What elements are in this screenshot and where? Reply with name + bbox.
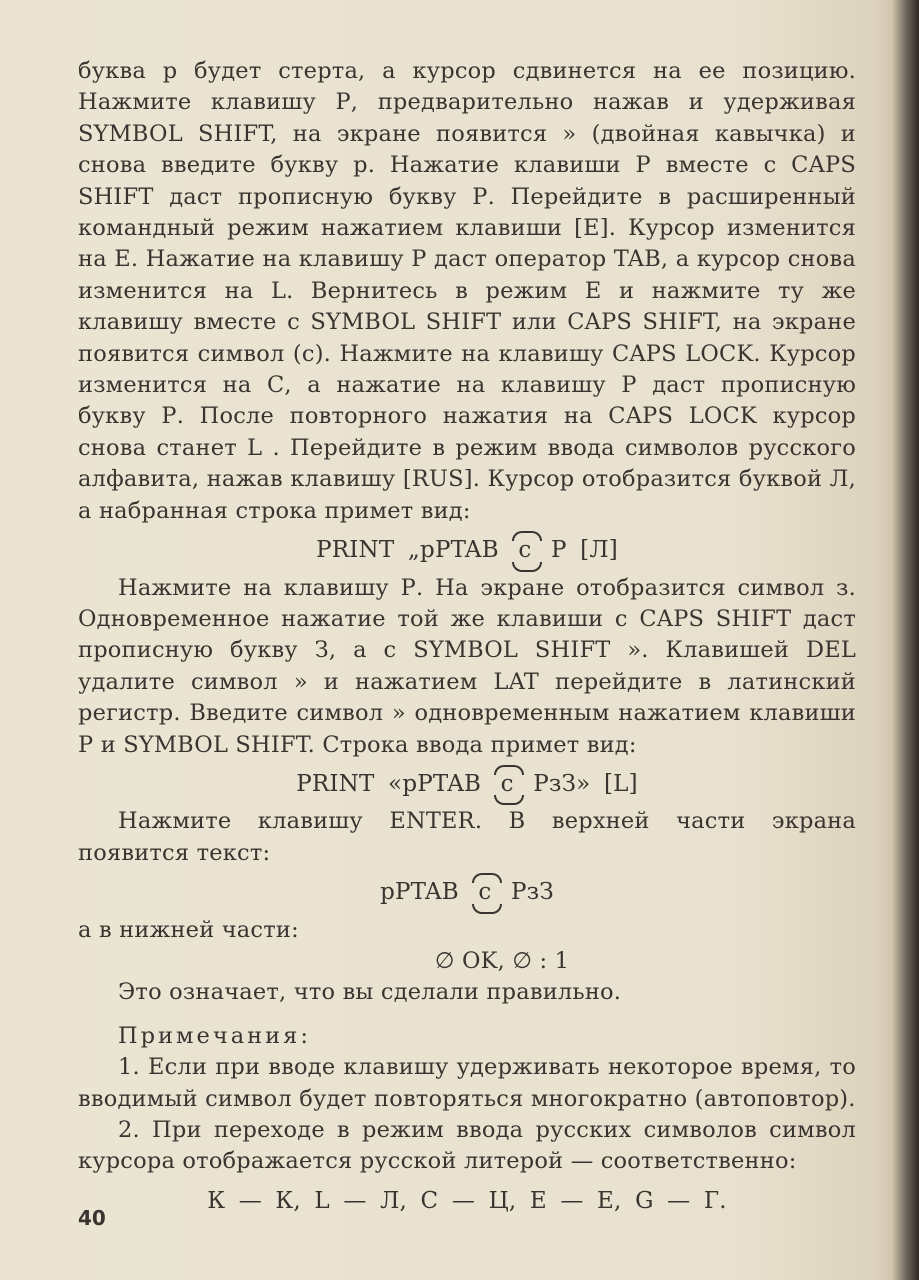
paragraph-2: Нажмите на клавишу Р. На экране отобразится символ з. Одновременное нажатие той же клавиши с CAPS SHIFT даст прописную букву З, а с SYMBOL SHIFT ». Клавишей DEL удалите символ » и нажатием LAT перейдите в латинский регистр. Введите символ » одновременным нажатием клавиши Р и SYMBOL SHIFT. Строка ввода примет вид: [78,574,856,758]
notes-heading: Примечания: [118,1022,311,1049]
note-2: 2. При переходе в режим ввода русских символов символ курсора отображается русской литерой — соответственно: [78,1117,856,1175]
formula-print-line-2 [78,769,856,800]
paragraph-1: буква р будет стерта, а курсор сдвинется на ее позицию. Нажмите клавишу Р, предварительно нажав и удерживая SYMBOL SHIFT, на экране появится » (двойная кавычка) и снова введите букву р. Нажатие клавиши Р вместе с CAPS SHIFT даст прописную букву Р. Перейдите в расширенный командный режим нажатием клавиши [Е]. Курсор изменится на Е. Нажатие на клавишу Р даст оператор TAB, а курсор снова изменится на L. Вернитесь в режим Е и нажмите ту же клавишу вместе с SYMBOL SHIFT или CAPS SHIFT, на экране появится символ (с). Нажмите на клавишу CAPS LOCK. Курсор изменится на С, а нажатие на клавишу Р даст прописную букву Р. После повторного нажатия на CAPS LOCK курсор снова станет L . Перейдите в режим ввода символов русского алфавита, нажав клавишу [RUS]. Курсор отобразится буквой Л, а набранная строка примет вид: [78,58,856,524]
status-line: ∅ OK, ∅ : 1 [434,947,570,974]
formula-3-after: PзЗ [510,879,554,906]
formula-2-before: PRINT «pPTAB [296,770,482,797]
paragraph-3: Нажмите клавишу ENTER. В верхней части экрана появится текст: [78,808,856,866]
formula-1-circled-c: c [512,535,537,566]
formula-print-line-1 [78,535,856,566]
page-number: 40 [78,1206,106,1230]
paragraph-4: а в нижней части: [78,916,299,943]
cursor-letter-map: К — К, L — Л, С — Ц, Е — Е, G — Г. [207,1187,727,1214]
book-spine-shadow [891,0,919,1280]
page-text [78,56,856,1223]
spacer [78,1009,856,1021]
formula-1-before: PRINT „pPTAB [316,537,499,564]
formula-3-before: pPTAB [380,879,459,906]
formula-2-circled-c: c [495,769,520,800]
formula-3-circled-c: c [472,877,497,908]
paragraph-5: Это означает, что вы сделали правильно. [118,979,622,1006]
note-1: 1. Если при вводе клавишу удерживать некоторое время, то вводимый символ будет повторяться многократно (автоповтор). [78,1054,856,1112]
formula-screen-output [78,877,856,908]
formula-2-after: PзЗ» [L] [533,770,638,797]
formula-1-after: P [Л] [550,537,618,564]
